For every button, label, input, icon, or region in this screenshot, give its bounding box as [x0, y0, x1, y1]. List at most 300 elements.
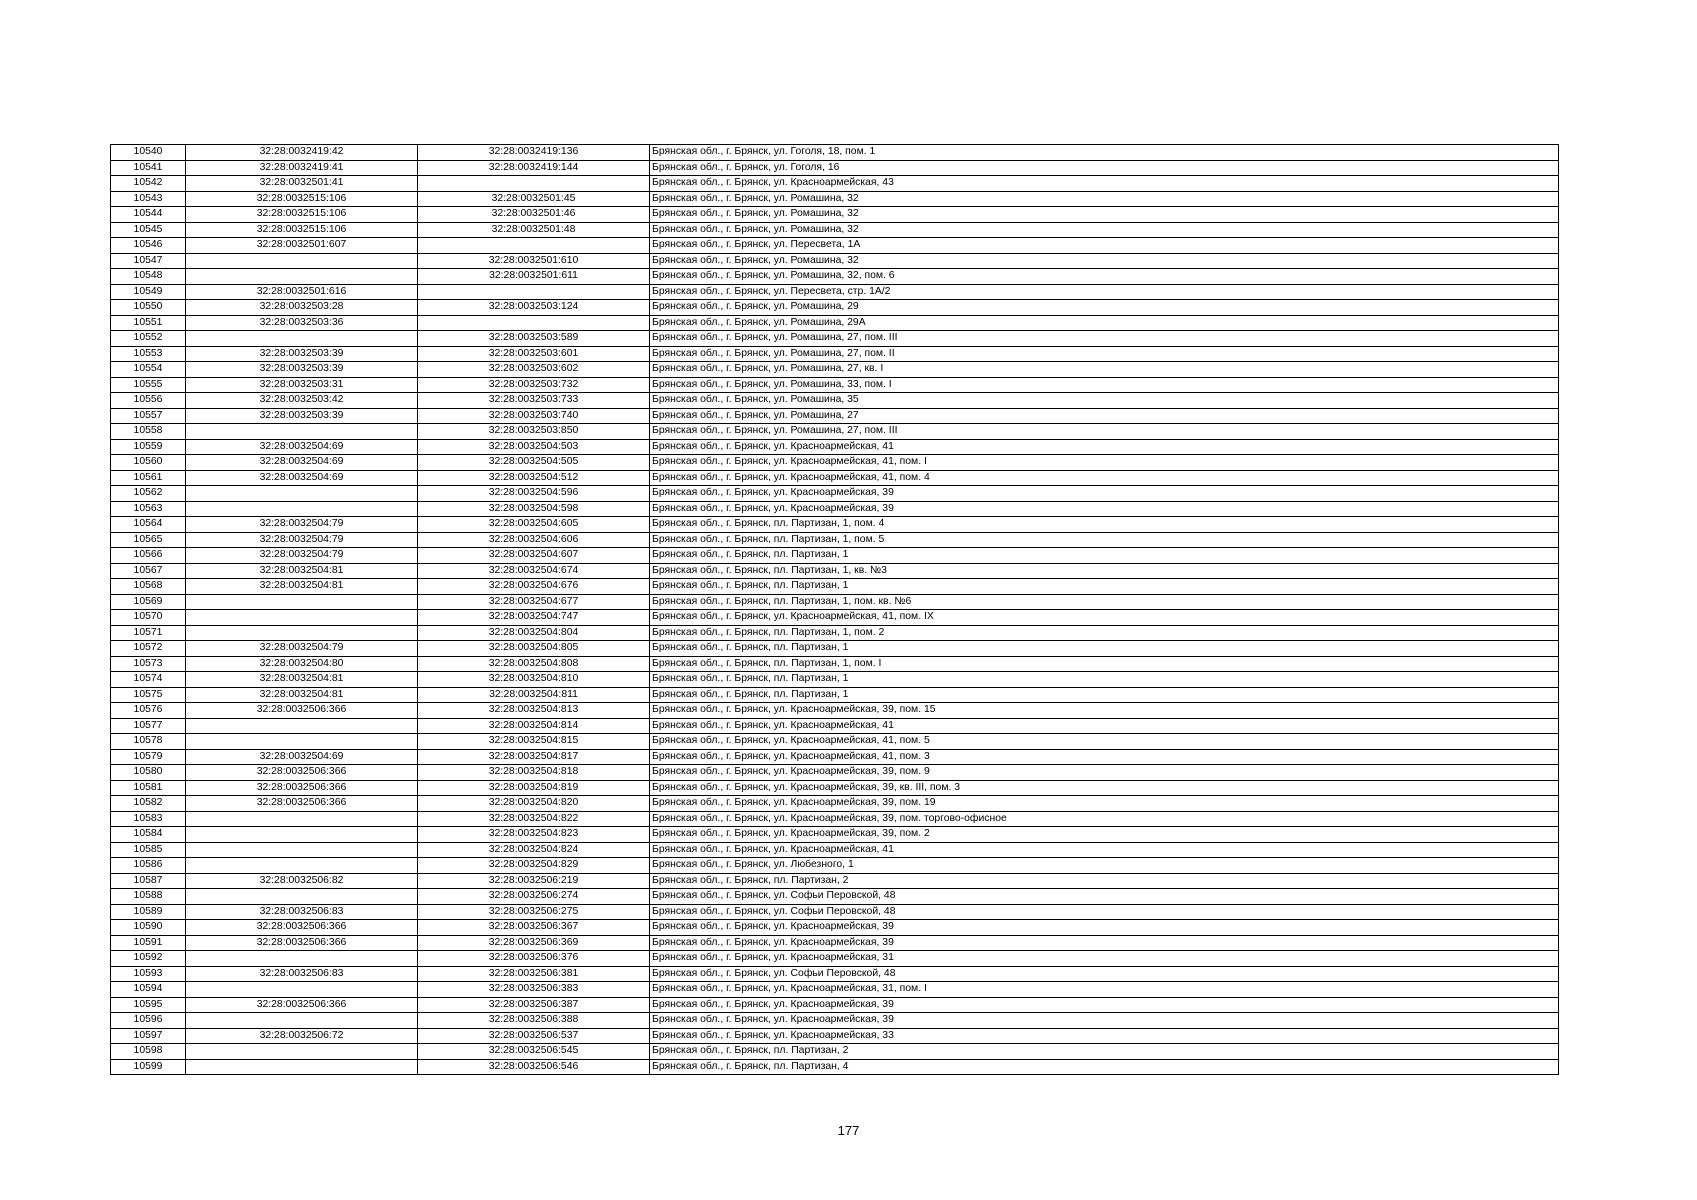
table-row: [111, 563, 1559, 579]
table-row: [111, 718, 1559, 734]
object-cadastral-number-cell: 32:28:0032506:383: [418, 982, 650, 998]
land-cadastral-number-cell: [186, 1013, 418, 1029]
table-row: [111, 470, 1559, 486]
object-cadastral-number-cell: 32:28:0032503:601: [418, 346, 650, 362]
table-row: [111, 532, 1559, 548]
address-cell: Брянская обл., г. Брянск, пл. Партизан, 1: [650, 579, 1559, 595]
object-cadastral-number-cell: 32:28:0032504:824: [418, 842, 650, 858]
object-cadastral-number-cell: 32:28:0032504:596: [418, 486, 650, 502]
row-number-cell: 10561: [111, 470, 186, 486]
address-cell: Брянская обл., г. Брянск, ул. Красноармейская, 41, пом. 3: [650, 749, 1559, 765]
table-row: [111, 393, 1559, 409]
row-number-cell: 10581: [111, 780, 186, 796]
object-cadastral-number-cell: 32:28:0032506:387: [418, 997, 650, 1013]
address-cell: Брянская обл., г. Брянск, ул. Ромашина, 27, пом. III: [650, 424, 1559, 440]
object-cadastral-number-cell: 32:28:0032506:537: [418, 1028, 650, 1044]
row-number-cell: 10588: [111, 889, 186, 905]
address-cell: Брянская обл., г. Брянск, ул. Ромашина, 35: [650, 393, 1559, 409]
row-number-cell: 10557: [111, 408, 186, 424]
object-cadastral-number-cell: 32:28:0032504:674: [418, 563, 650, 579]
address-cell: Брянская обл., г. Брянск, пл. Партизан, 1: [650, 687, 1559, 703]
row-number-cell: 10599: [111, 1059, 186, 1075]
object-cadastral-number-cell: 32:28:0032504:804: [418, 625, 650, 641]
table-row: [111, 207, 1559, 223]
object-cadastral-number-cell: 32:28:0032504:512: [418, 470, 650, 486]
object-cadastral-number-cell: 32:28:0032501:611: [418, 269, 650, 285]
table-row: [111, 253, 1559, 269]
table-row: [111, 269, 1559, 285]
object-cadastral-number-cell: 32:28:0032504:811: [418, 687, 650, 703]
land-cadastral-number-cell: 32:28:0032506:366: [186, 765, 418, 781]
row-number-cell: 10551: [111, 315, 186, 331]
land-cadastral-number-cell: [186, 331, 418, 347]
row-number-cell: 10595: [111, 997, 186, 1013]
row-number-cell: 10558: [111, 424, 186, 440]
object-cadastral-number-cell: 32:28:0032419:144: [418, 160, 650, 176]
address-cell: Брянская обл., г. Брянск, ул. Красноармейская, 39: [650, 997, 1559, 1013]
table-row: [111, 1028, 1559, 1044]
land-cadastral-number-cell: 32:28:0032506:366: [186, 796, 418, 812]
address-cell: Брянская обл., г. Брянск, ул. Пересвета, 1А: [650, 238, 1559, 254]
address-cell: Брянская обл., г. Брянск, пл. Партизан, 2: [650, 1044, 1559, 1060]
land-cadastral-number-cell: 32:28:0032504:69: [186, 470, 418, 486]
address-cell: Брянская обл., г. Брянск, ул. Ромашина, 32: [650, 222, 1559, 238]
row-number-cell: 10559: [111, 439, 186, 455]
table-row: [111, 687, 1559, 703]
address-cell: Брянская обл., г. Брянск, ул. Гоголя, 16: [650, 160, 1559, 176]
table-row: [111, 160, 1559, 176]
object-cadastral-number-cell: 32:28:0032506:274: [418, 889, 650, 905]
land-cadastral-number-cell: 32:28:0032506:83: [186, 966, 418, 982]
table-row: [111, 610, 1559, 626]
address-cell: Брянская обл., г. Брянск, пл. Партизан, 1, пом. кв. №6: [650, 594, 1559, 610]
address-cell: Брянская обл., г. Брянск, ул. Красноармейская, 39: [650, 486, 1559, 502]
table-row: [111, 300, 1559, 316]
row-number-cell: 10573: [111, 656, 186, 672]
land-cadastral-number-cell: [186, 718, 418, 734]
address-cell: Брянская обл., г. Брянск, ул. Ромашина, 27, пом. II: [650, 346, 1559, 362]
land-cadastral-number-cell: [186, 594, 418, 610]
land-cadastral-number-cell: 32:28:0032506:366: [186, 703, 418, 719]
object-cadastral-number-cell: [418, 176, 650, 192]
row-number-cell: 10570: [111, 610, 186, 626]
object-cadastral-number-cell: [418, 284, 650, 300]
table-row: [111, 238, 1559, 254]
land-cadastral-number-cell: [186, 951, 418, 967]
object-cadastral-number-cell: 32:28:0032503:602: [418, 362, 650, 378]
row-number-cell: 10585: [111, 842, 186, 858]
object-cadastral-number-cell: 32:28:0032504:747: [418, 610, 650, 626]
object-cadastral-number-cell: 32:28:0032506:219: [418, 873, 650, 889]
table-row: [111, 315, 1559, 331]
address-cell: Брянская обл., г. Брянск, ул. Красноармейская, 39, пом. 9: [650, 765, 1559, 781]
address-cell: Брянская обл., г. Брянск, ул. Красноармейская, 41, пом. 4: [650, 470, 1559, 486]
object-cadastral-number-cell: 32:28:0032501:46: [418, 207, 650, 223]
land-cadastral-number-cell: 32:28:0032503:42: [186, 393, 418, 409]
row-number-cell: 10591: [111, 935, 186, 951]
table-row: [111, 904, 1559, 920]
row-number-cell: 10593: [111, 966, 186, 982]
row-number-cell: 10574: [111, 672, 186, 688]
land-cadastral-number-cell: [186, 1059, 418, 1075]
table-row: [111, 873, 1559, 889]
address-cell: Брянская обл., г. Брянск, пл. Партизан, 1, кв. №3: [650, 563, 1559, 579]
row-number-cell: 10594: [111, 982, 186, 998]
land-cadastral-number-cell: [186, 424, 418, 440]
table-row: [111, 765, 1559, 781]
object-cadastral-number-cell: 32:28:0032504:822: [418, 811, 650, 827]
table-row: [111, 951, 1559, 967]
object-cadastral-number-cell: 32:28:0032506:546: [418, 1059, 650, 1075]
table-row: [111, 501, 1559, 517]
row-number-cell: 10560: [111, 455, 186, 471]
land-cadastral-number-cell: 32:28:0032503:28: [186, 300, 418, 316]
table-row: [111, 1059, 1559, 1075]
row-number-cell: 10554: [111, 362, 186, 378]
row-number-cell: 10597: [111, 1028, 186, 1044]
table-row: [111, 982, 1559, 998]
address-cell: Брянская обл., г. Брянск, пл. Партизан, 1, пом. 4: [650, 517, 1559, 533]
row-number-cell: 10555: [111, 377, 186, 393]
row-number-cell: 10553: [111, 346, 186, 362]
table-row: [111, 641, 1559, 657]
row-number-cell: 10563: [111, 501, 186, 517]
row-number-cell: 10562: [111, 486, 186, 502]
table-row: [111, 935, 1559, 951]
land-cadastral-number-cell: 32:28:0032515:106: [186, 207, 418, 223]
land-cadastral-number-cell: 32:28:0032419:42: [186, 145, 418, 161]
table-row: [111, 734, 1559, 750]
object-cadastral-number-cell: 32:28:0032504:818: [418, 765, 650, 781]
table-row: [111, 145, 1559, 161]
object-cadastral-number-cell: 32:28:0032504:676: [418, 579, 650, 595]
address-cell: Брянская обл., г. Брянск, ул. Красноармейская, 31, пом. I: [650, 982, 1559, 998]
table-row: [111, 579, 1559, 595]
table-row: [111, 749, 1559, 765]
land-cadastral-number-cell: 32:28:0032515:106: [186, 222, 418, 238]
land-cadastral-number-cell: [186, 827, 418, 843]
object-cadastral-number-cell: 32:28:0032503:124: [418, 300, 650, 316]
row-number-cell: 10565: [111, 532, 186, 548]
object-cadastral-number-cell: 32:28:0032504:677: [418, 594, 650, 610]
land-cadastral-number-cell: 32:28:0032506:366: [186, 780, 418, 796]
land-cadastral-number-cell: 32:28:0032503:39: [186, 362, 418, 378]
object-cadastral-number-cell: 32:28:0032503:850: [418, 424, 650, 440]
table-row: [111, 377, 1559, 393]
table-row: [111, 517, 1559, 533]
land-cadastral-number-cell: [186, 982, 418, 998]
row-number-cell: 10572: [111, 641, 186, 657]
table-row: [111, 222, 1559, 238]
table-row: [111, 1013, 1559, 1029]
object-cadastral-number-cell: 32:28:0032504:820: [418, 796, 650, 812]
row-number-cell: 10580: [111, 765, 186, 781]
object-cadastral-number-cell: 32:28:0032419:136: [418, 145, 650, 161]
land-cadastral-number-cell: 32:28:0032504:79: [186, 532, 418, 548]
object-cadastral-number-cell: [418, 238, 650, 254]
land-cadastral-number-cell: 32:28:0032503:31: [186, 377, 418, 393]
land-cadastral-number-cell: 32:28:0032504:81: [186, 563, 418, 579]
land-cadastral-number-cell: 32:28:0032506:72: [186, 1028, 418, 1044]
table-row: [111, 703, 1559, 719]
table-row: [111, 439, 1559, 455]
table-row: [111, 176, 1559, 192]
object-cadastral-number-cell: 32:28:0032503:589: [418, 331, 650, 347]
row-number-cell: 10556: [111, 393, 186, 409]
address-cell: Брянская обл., г. Брянск, ул. Красноармейская, 39: [650, 501, 1559, 517]
address-cell: Брянская обл., г. Брянск, ул. Ромашина, 32: [650, 191, 1559, 207]
land-cadastral-number-cell: 32:28:0032506:366: [186, 920, 418, 936]
object-cadastral-number-cell: 32:28:0032503:740: [418, 408, 650, 424]
table-row: [111, 1044, 1559, 1060]
table-row: [111, 858, 1559, 874]
land-cadastral-number-cell: [186, 1044, 418, 1060]
row-number-cell: 10577: [111, 718, 186, 734]
land-cadastral-number-cell: 32:28:0032503:39: [186, 408, 418, 424]
registry-table: [110, 144, 1559, 1075]
row-number-cell: 10544: [111, 207, 186, 223]
address-cell: Брянская обл., г. Брянск, пл. Партизан, 4: [650, 1059, 1559, 1075]
land-cadastral-number-cell: 32:28:0032501:41: [186, 176, 418, 192]
table-row: [111, 346, 1559, 362]
land-cadastral-number-cell: 32:28:0032506:82: [186, 873, 418, 889]
object-cadastral-number-cell: 32:28:0032501:45: [418, 191, 650, 207]
row-number-cell: 10582: [111, 796, 186, 812]
object-cadastral-number-cell: 32:28:0032504:607: [418, 548, 650, 564]
land-cadastral-number-cell: 32:28:0032504:69: [186, 749, 418, 765]
page-number: 177: [837, 1123, 860, 1138]
table-row: [111, 672, 1559, 688]
table-row: [111, 594, 1559, 610]
address-cell: Брянская обл., г. Брянск, пл. Партизан, 1, пом. 2: [650, 625, 1559, 641]
address-cell: Брянская обл., г. Брянск, ул. Красноармейская, 39, пом. 2: [650, 827, 1559, 843]
address-cell: Брянская обл., г. Брянск, ул. Ромашина, 29А: [650, 315, 1559, 331]
table-row: [111, 424, 1559, 440]
address-cell: Брянская обл., г. Брянск, ул. Любезного, 1: [650, 858, 1559, 874]
address-cell: Брянская обл., г. Брянск, ул. Красноармейская, 41, пом. 5: [650, 734, 1559, 750]
table-row: [111, 486, 1559, 502]
object-cadastral-number-cell: 32:28:0032504:817: [418, 749, 650, 765]
table-row: [111, 408, 1559, 424]
table-row: [111, 811, 1559, 827]
object-cadastral-number-cell: 32:28:0032504:598: [418, 501, 650, 517]
row-number-cell: 10575: [111, 687, 186, 703]
row-number-cell: 10598: [111, 1044, 186, 1060]
land-cadastral-number-cell: 32:28:0032504:79: [186, 517, 418, 533]
address-cell: Брянская обл., г. Брянск, ул. Ромашина, 32, пом. 6: [650, 269, 1559, 285]
object-cadastral-number-cell: 32:28:0032504:819: [418, 780, 650, 796]
land-cadastral-number-cell: 32:28:0032504:79: [186, 548, 418, 564]
land-cadastral-number-cell: [186, 486, 418, 502]
object-cadastral-number-cell: 32:28:0032506:381: [418, 966, 650, 982]
address-cell: Брянская обл., г. Брянск, ул. Пересвета, стр. 1А/2: [650, 284, 1559, 300]
land-cadastral-number-cell: [186, 610, 418, 626]
address-cell: Брянская обл., г. Брянск, ул. Ромашина, 27, пом. III: [650, 331, 1559, 347]
object-cadastral-number-cell: 32:28:0032504:813: [418, 703, 650, 719]
object-cadastral-number-cell: 32:28:0032504:808: [418, 656, 650, 672]
table-row: [111, 362, 1559, 378]
object-cadastral-number-cell: 32:28:0032504:606: [418, 532, 650, 548]
row-number-cell: 10547: [111, 253, 186, 269]
address-cell: Брянская обл., г. Брянск, ул. Софьи Перовской, 48: [650, 904, 1559, 920]
object-cadastral-number-cell: 32:28:0032504:815: [418, 734, 650, 750]
row-number-cell: 10543: [111, 191, 186, 207]
address-cell: Брянская обл., г. Брянск, пл. Партизан, 1: [650, 672, 1559, 688]
row-number-cell: 10589: [111, 904, 186, 920]
land-cadastral-number-cell: 32:28:0032501:616: [186, 284, 418, 300]
object-cadastral-number-cell: 32:28:0032506:376: [418, 951, 650, 967]
address-cell: Брянская обл., г. Брянск, ул. Красноармейская, 39, пом. 19: [650, 796, 1559, 812]
object-cadastral-number-cell: [418, 315, 650, 331]
address-cell: Брянская обл., г. Брянск, ул. Красноармейская, 41: [650, 842, 1559, 858]
address-cell: Брянская обл., г. Брянск, ул. Гоголя, 18, пом. 1: [650, 145, 1559, 161]
object-cadastral-number-cell: 32:28:0032501:610: [418, 253, 650, 269]
object-cadastral-number-cell: 32:28:0032503:732: [418, 377, 650, 393]
table-row: [111, 889, 1559, 905]
land-cadastral-number-cell: [186, 842, 418, 858]
row-number-cell: 10576: [111, 703, 186, 719]
object-cadastral-number-cell: 32:28:0032506:388: [418, 1013, 650, 1029]
row-number-cell: 10552: [111, 331, 186, 347]
address-cell: Брянская обл., г. Брянск, ул. Красноармейская, 31: [650, 951, 1559, 967]
address-cell: Брянская обл., г. Брянск, пл. Партизан, 1: [650, 641, 1559, 657]
land-cadastral-number-cell: [186, 269, 418, 285]
object-cadastral-number-cell: 32:28:0032504:814: [418, 718, 650, 734]
address-cell: Брянская обл., г. Брянск, ул. Красноармейская, 39, кв. III, пом. 3: [650, 780, 1559, 796]
row-number-cell: 10568: [111, 579, 186, 595]
land-cadastral-number-cell: 32:28:0032515:106: [186, 191, 418, 207]
table-row: [111, 625, 1559, 641]
row-number-cell: 10545: [111, 222, 186, 238]
row-number-cell: 10564: [111, 517, 186, 533]
object-cadastral-number-cell: 32:28:0032504:805: [418, 641, 650, 657]
object-cadastral-number-cell: 32:28:0032506:545: [418, 1044, 650, 1060]
object-cadastral-number-cell: 32:28:0032504:829: [418, 858, 650, 874]
address-cell: Брянская обл., г. Брянск, ул. Красноармейская, 41: [650, 439, 1559, 455]
land-cadastral-number-cell: [186, 889, 418, 905]
address-cell: Брянская обл., г. Брянск, ул. Ромашина, 33, пом. I: [650, 377, 1559, 393]
row-number-cell: 10550: [111, 300, 186, 316]
address-cell: Брянская обл., г. Брянск, ул. Ромашина, 29: [650, 300, 1559, 316]
row-number-cell: 10567: [111, 563, 186, 579]
row-number-cell: 10592: [111, 951, 186, 967]
row-number-cell: 10586: [111, 858, 186, 874]
row-number-cell: 10596: [111, 1013, 186, 1029]
row-number-cell: 10578: [111, 734, 186, 750]
address-cell: Брянская обл., г. Брянск, ул. Ромашина, 27, кв. I: [650, 362, 1559, 378]
row-number-cell: 10584: [111, 827, 186, 843]
row-number-cell: 10549: [111, 284, 186, 300]
table-row: [111, 656, 1559, 672]
address-cell: Брянская обл., г. Брянск, ул. Красноармейская, 43: [650, 176, 1559, 192]
object-cadastral-number-cell: 32:28:0032504:823: [418, 827, 650, 843]
address-cell: Брянская обл., г. Брянск, ул. Ромашина, 27: [650, 408, 1559, 424]
land-cadastral-number-cell: [186, 253, 418, 269]
address-cell: Брянская обл., г. Брянск, ул. Красноармейская, 33: [650, 1028, 1559, 1044]
table-row: [111, 997, 1559, 1013]
row-number-cell: 10546: [111, 238, 186, 254]
row-number-cell: 10571: [111, 625, 186, 641]
table-row: [111, 780, 1559, 796]
object-cadastral-number-cell: 32:28:0032504:810: [418, 672, 650, 688]
registry-table-body: [111, 145, 1559, 1075]
row-number-cell: 10542: [111, 176, 186, 192]
table-row: [111, 548, 1559, 564]
table-row: [111, 920, 1559, 936]
land-cadastral-number-cell: 32:28:0032503:39: [186, 346, 418, 362]
address-cell: Брянская обл., г. Брянск, ул. Красноармейская, 39: [650, 935, 1559, 951]
land-cadastral-number-cell: 32:28:0032504:81: [186, 672, 418, 688]
object-cadastral-number-cell: 32:28:0032504:505: [418, 455, 650, 471]
land-cadastral-number-cell: 32:28:0032506:366: [186, 935, 418, 951]
land-cadastral-number-cell: 32:28:0032504:81: [186, 579, 418, 595]
table-row: [111, 827, 1559, 843]
land-cadastral-number-cell: 32:28:0032504:69: [186, 455, 418, 471]
row-number-cell: 10583: [111, 811, 186, 827]
object-cadastral-number-cell: 32:28:0032504:503: [418, 439, 650, 455]
table-row: [111, 284, 1559, 300]
row-number-cell: 10590: [111, 920, 186, 936]
address-cell: Брянская обл., г. Брянск, пл. Партизан, 1: [650, 548, 1559, 564]
address-cell: Брянская обл., г. Брянск, пл. Партизан, 2: [650, 873, 1559, 889]
object-cadastral-number-cell: 32:28:0032506:275: [418, 904, 650, 920]
object-cadastral-number-cell: 32:28:0032503:733: [418, 393, 650, 409]
land-cadastral-number-cell: 32:28:0032419:41: [186, 160, 418, 176]
address-cell: Брянская обл., г. Брянск, ул. Красноармейская, 39: [650, 920, 1559, 936]
address-cell: Брянская обл., г. Брянск, ул. Ромашина, 32: [650, 253, 1559, 269]
land-cadastral-number-cell: 32:28:0032504:81: [186, 687, 418, 703]
land-cadastral-number-cell: 32:28:0032506:83: [186, 904, 418, 920]
address-cell: Брянская обл., г. Брянск, ул. Красноармейская, 39, пом. 15: [650, 703, 1559, 719]
row-number-cell: 10548: [111, 269, 186, 285]
address-cell: Брянская обл., г. Брянск, ул. Красноармейская, 39: [650, 1013, 1559, 1029]
object-cadastral-number-cell: 32:28:0032506:367: [418, 920, 650, 936]
address-cell: Брянская обл., г. Брянск, пл. Партизан, 1, пом. I: [650, 656, 1559, 672]
address-cell: Брянская обл., г. Брянск, ул. Ромашина, 32: [650, 207, 1559, 223]
row-number-cell: 10541: [111, 160, 186, 176]
row-number-cell: 10569: [111, 594, 186, 610]
address-cell: Брянская обл., г. Брянск, ул. Софьи Перовской, 48: [650, 889, 1559, 905]
row-number-cell: 10566: [111, 548, 186, 564]
address-cell: Брянская обл., г. Брянск, ул. Софьи Перовской, 48: [650, 966, 1559, 982]
table-row: [111, 796, 1559, 812]
table-row: [111, 455, 1559, 471]
table-row: [111, 331, 1559, 347]
land-cadastral-number-cell: 32:28:0032504:79: [186, 641, 418, 657]
row-number-cell: 10540: [111, 145, 186, 161]
land-cadastral-number-cell: 32:28:0032503:36: [186, 315, 418, 331]
land-cadastral-number-cell: 32:28:0032501:607: [186, 238, 418, 254]
land-cadastral-number-cell: [186, 811, 418, 827]
row-number-cell: 10587: [111, 873, 186, 889]
table-row: [111, 842, 1559, 858]
land-cadastral-number-cell: [186, 501, 418, 517]
address-cell: Брянская обл., г. Брянск, ул. Красноармейская, 41: [650, 718, 1559, 734]
object-cadastral-number-cell: 32:28:0032504:605: [418, 517, 650, 533]
table-row: [111, 966, 1559, 982]
object-cadastral-number-cell: 32:28:0032506:369: [418, 935, 650, 951]
address-cell: Брянская обл., г. Брянск, ул. Красноармейская, 39, пом. торгово-офисное: [650, 811, 1559, 827]
land-cadastral-number-cell: [186, 625, 418, 641]
land-cadastral-number-cell: 32:28:0032504:80: [186, 656, 418, 672]
address-cell: Брянская обл., г. Брянск, пл. Партизан, 1, пом. 5: [650, 532, 1559, 548]
land-cadastral-number-cell: 32:28:0032506:366: [186, 997, 418, 1013]
table-row: [111, 191, 1559, 207]
row-number-cell: 10579: [111, 749, 186, 765]
land-cadastral-number-cell: 32:28:0032504:69: [186, 439, 418, 455]
address-cell: Брянская обл., г. Брянск, ул. Красноармейская, 41, пом. I: [650, 455, 1559, 471]
land-cadastral-number-cell: [186, 734, 418, 750]
